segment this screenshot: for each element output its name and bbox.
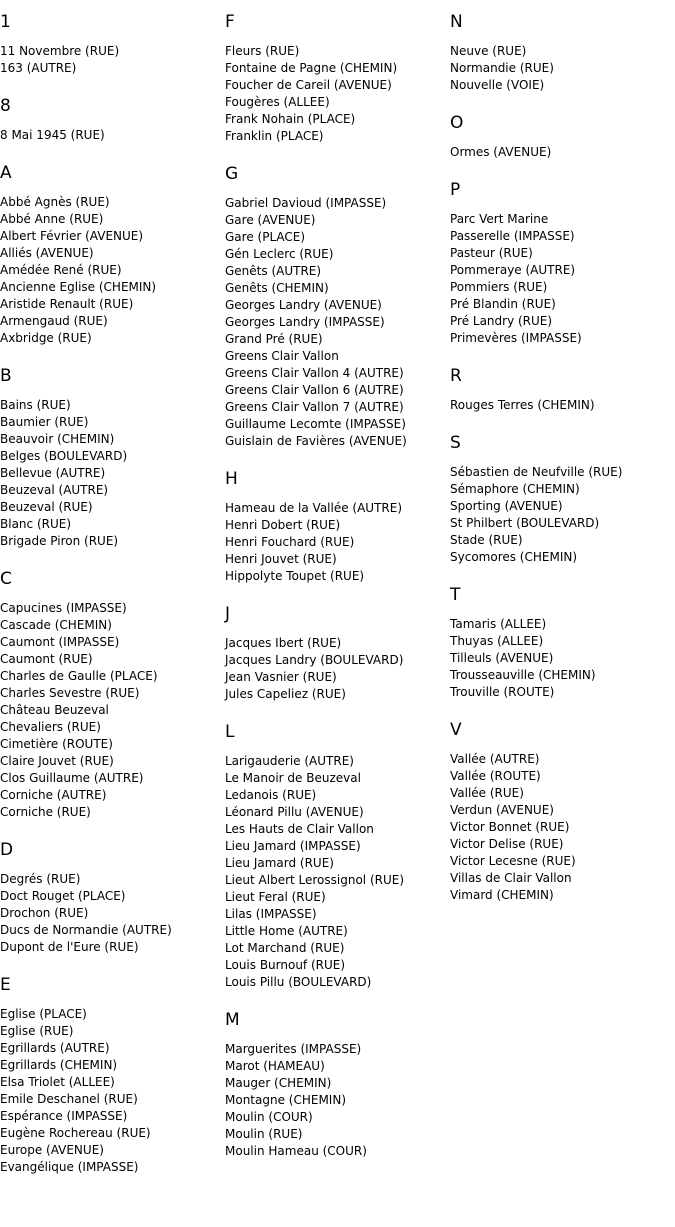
- street-name: Brigade Piron (RUE): [0, 534, 119, 548]
- street-name: Franklin (PLACE): [225, 129, 324, 143]
- letter-section: [225, 164, 450, 450]
- street-name: Moulin (COUR): [225, 1110, 313, 1124]
- street-name: Parc Vert Marine: [450, 212, 549, 226]
- street-name: Primevères (IMPASSE): [450, 331, 582, 345]
- street-name: Baumier (RUE): [0, 415, 89, 429]
- street-name: Capucines (IMPASSE): [0, 601, 127, 615]
- street-name: Henri Fouchard (RUE): [225, 535, 355, 549]
- street-list: [225, 195, 450, 450]
- street-name: Egrillards (AUTRE): [0, 1041, 110, 1055]
- street-name: Degrés (RUE): [0, 872, 81, 886]
- street-name: Rouges Terres (CHEMIN): [450, 398, 595, 412]
- street-name: Beuzeval (AUTRE): [0, 483, 109, 497]
- letter-section: [0, 12, 225, 77]
- street-name: Aristide Renault (RUE): [0, 297, 134, 311]
- street-name: Grand Pré (RUE): [225, 332, 323, 346]
- street-name: Gén Leclerc (RUE): [225, 247, 334, 261]
- street-name: Sycomores (CHEMIN): [450, 550, 578, 564]
- street-list: [0, 194, 225, 347]
- letter-section: [0, 569, 225, 821]
- street-name: Hameau de la Vallée (AUTRE): [225, 501, 403, 515]
- street-name: Greens Clair Vallon: [225, 349, 339, 363]
- street-list: [225, 753, 450, 991]
- street-name: Larigauderie (AUTRE): [225, 754, 354, 768]
- index-column-3: [450, 0, 675, 923]
- street-name: Verdun (AVENUE): [450, 803, 554, 817]
- street-name: Château Beuzeval: [0, 703, 109, 717]
- street-list: [0, 600, 225, 821]
- street-name: Espérance (IMPASSE): [0, 1109, 128, 1123]
- street-name: Marot (HAMEAU): [225, 1059, 325, 1073]
- street-name: Charles de Gaulle (PLACE): [0, 669, 158, 683]
- street-name: Eglise (RUE): [0, 1024, 74, 1038]
- street-name: Fleurs (RUE): [225, 44, 300, 58]
- street-name: Greens Clair Vallon 4 (AUTRE): [225, 366, 404, 380]
- letter-section: [450, 720, 675, 904]
- street-name: Louis Pillu (BOULEVARD): [225, 975, 372, 989]
- street-list: [0, 127, 225, 144]
- street-name: Georges Landry (IMPASSE): [225, 315, 385, 329]
- street-name: Louis Burnouf (RUE): [225, 958, 346, 972]
- street-name: Gabriel Davioud (IMPASSE): [225, 196, 387, 210]
- street-name: Little Home (AUTRE): [225, 924, 348, 938]
- street-name: Genêts (CHEMIN): [225, 281, 329, 295]
- street-name: Georges Landry (AVENUE): [225, 298, 382, 312]
- street-name: Jean Vasnier (RUE): [225, 670, 337, 684]
- street-name: Ledanois (RUE): [225, 788, 317, 802]
- street-name: Sébastien de Neufville (RUE): [450, 465, 623, 479]
- street-name: Sémaphore (CHEMIN): [450, 482, 580, 496]
- street-list: [0, 397, 225, 550]
- street-name: Nouvelle (VOIE): [450, 78, 545, 92]
- street-name: Neuve (RUE): [450, 44, 527, 58]
- section-letter-heading: C: [0, 569, 12, 589]
- street-name: Montagne (CHEMIN): [225, 1093, 346, 1107]
- street-name: Fougères (ALLEE): [225, 95, 330, 109]
- section-letter-heading: F: [225, 12, 235, 32]
- street-name: Caumont (RUE): [0, 652, 93, 666]
- street-name: Corniche (RUE): [0, 805, 91, 819]
- section-letter-heading: L: [225, 722, 235, 742]
- street-name: Jules Capeliez (RUE): [225, 687, 346, 701]
- street-name: Léonard Pillu (AVENUE): [225, 805, 364, 819]
- section-letter-heading: D: [0, 840, 14, 860]
- street-name: Doct Rouget (PLACE): [0, 889, 126, 903]
- street-name: Frank Nohain (PLACE): [225, 112, 356, 126]
- street-name: Les Hauts de Clair Vallon: [225, 822, 374, 836]
- street-name: Sporting (AVENUE): [450, 499, 563, 513]
- street-name: Genêts (AUTRE): [225, 264, 322, 278]
- street-list: [450, 751, 675, 904]
- letter-section: [450, 113, 675, 161]
- street-name: Victor Lecesne (RUE): [450, 854, 576, 868]
- section-letter-heading: R: [450, 366, 462, 386]
- street-name: Clos Guillaume (AUTRE): [0, 771, 144, 785]
- section-letter-heading: B: [0, 366, 12, 386]
- street-name: Tilleuls (AVENUE): [450, 651, 554, 665]
- street-name: Jacques Landry (BOULEVARD): [225, 653, 404, 667]
- street-list: [225, 43, 450, 145]
- street-name: Abbé Anne (RUE): [0, 212, 104, 226]
- street-name: Europe (AVENUE): [0, 1143, 104, 1157]
- street-name: Evangélique (IMPASSE): [0, 1160, 139, 1174]
- letter-section: [450, 433, 675, 566]
- street-name: Victor Bonnet (RUE): [450, 820, 570, 834]
- section-letter-heading: 8: [0, 96, 11, 116]
- section-letter-heading: H: [225, 469, 238, 489]
- letter-section: [0, 163, 225, 347]
- street-name: Albert Février (AVENUE): [0, 229, 144, 243]
- street-name: Normandie (RUE): [450, 61, 554, 75]
- section-letter-heading: A: [0, 163, 12, 183]
- street-name: Moulin Hameau (COUR): [225, 1144, 367, 1158]
- street-list: [450, 43, 675, 94]
- index-column-1: [0, 0, 225, 1195]
- street-name: Mauger (CHEMIN): [225, 1076, 332, 1090]
- street-list: [450, 464, 675, 566]
- section-letter-heading: S: [450, 433, 461, 453]
- street-name: Lieut Albert Lerossignol (RUE): [225, 873, 405, 887]
- street-name: Ormes (AVENUE): [450, 145, 552, 159]
- street-name: Belges (BOULEVARD): [0, 449, 128, 463]
- street-name: Greens Clair Vallon 7 (AUTRE): [225, 400, 404, 414]
- street-name: Tamaris (ALLEE): [450, 617, 547, 631]
- street-name: Trouville (ROUTE): [450, 685, 555, 699]
- street-name: Elsa Triolet (ALLEE): [0, 1075, 115, 1089]
- street-name: Lieut Feral (RUE): [225, 890, 326, 904]
- street-name: Stade (RUE): [450, 533, 523, 547]
- section-letter-heading: J: [225, 604, 231, 624]
- street-name: Pommeraye (AUTRE): [450, 263, 576, 277]
- street-name: 163 (AUTRE): [0, 61, 77, 75]
- street-name: Claire Jouvet (RUE): [0, 754, 114, 768]
- letter-section: [0, 366, 225, 550]
- street-name: Drochon (RUE): [0, 906, 89, 920]
- street-name: Greens Clair Vallon 6 (AUTRE): [225, 383, 404, 397]
- street-name: Bellevue (AUTRE): [0, 466, 106, 480]
- street-name: Beauvoir (CHEMIN): [0, 432, 115, 446]
- street-name: Cascade (CHEMIN): [0, 618, 112, 632]
- street-name: Lieu Jamard (RUE): [225, 856, 334, 870]
- street-name: Bains (RUE): [0, 398, 71, 412]
- street-name: Emile Deschanel (RUE): [0, 1092, 138, 1106]
- letter-section: [225, 1010, 450, 1160]
- street-name: Vallée (RUE): [450, 786, 524, 800]
- letter-section: [225, 604, 450, 703]
- street-name: Pasteur (RUE): [450, 246, 533, 260]
- street-name: Amédée René (RUE): [0, 263, 122, 277]
- street-name: Lilas (IMPASSE): [225, 907, 317, 921]
- street-name: Eugène Rochereau (RUE): [0, 1126, 151, 1140]
- street-name: Beuzeval (RUE): [0, 500, 93, 514]
- street-name: Hippolyte Toupet (RUE): [225, 569, 365, 583]
- section-letter-heading: E: [0, 975, 11, 995]
- street-name: Blanc (RUE): [0, 517, 72, 531]
- street-name: 11 Novembre (RUE): [0, 44, 120, 58]
- street-name: Alliés (AVENUE): [0, 246, 94, 260]
- letter-section: [225, 722, 450, 991]
- letter-section: [225, 12, 450, 145]
- letter-section: [0, 840, 225, 956]
- street-list: [0, 871, 225, 956]
- street-name: Lieu Jamard (IMPASSE): [225, 839, 361, 853]
- street-name: Abbé Agnès (RUE): [0, 195, 110, 209]
- street-name: Vallée (ROUTE): [450, 769, 541, 783]
- street-list: [225, 1041, 450, 1160]
- letter-section: [0, 975, 225, 1176]
- street-name: Henri Jouvet (RUE): [225, 552, 337, 566]
- street-list: [450, 144, 675, 161]
- section-letter-heading: N: [450, 12, 463, 32]
- street-name: Armengaud (RUE): [0, 314, 108, 328]
- street-name: Pommiers (RUE): [450, 280, 548, 294]
- street-name: Villas de Clair Vallon: [450, 871, 572, 885]
- street-name: Marguerites (IMPASSE): [225, 1042, 362, 1056]
- street-name: Passerelle (IMPASSE): [450, 229, 575, 243]
- street-name: Cimetière (ROUTE): [0, 737, 113, 751]
- street-name: Egrillards (CHEMIN): [0, 1058, 118, 1072]
- street-name: Victor Delise (RUE): [450, 837, 564, 851]
- street-name: Thuyas (ALLEE): [450, 634, 544, 648]
- street-name: 8 Mai 1945 (RUE): [0, 128, 105, 142]
- section-letter-heading: T: [450, 585, 461, 605]
- street-name: Corniche (AUTRE): [0, 788, 107, 802]
- street-list: [0, 43, 225, 77]
- street-name: Eglise (PLACE): [0, 1007, 87, 1021]
- letter-section: [450, 180, 675, 347]
- street-name: Foucher de Careil (AVENUE): [225, 78, 392, 92]
- street-name: Pré Landry (RUE): [450, 314, 553, 328]
- street-name: Lot Marchand (RUE): [225, 941, 345, 955]
- street-name: St Philbert (BOULEVARD): [450, 516, 600, 530]
- street-name: Jacques Ibert (RUE): [225, 636, 342, 650]
- letter-section: [450, 366, 675, 414]
- street-name: Pré Blandin (RUE): [450, 297, 556, 311]
- street-list: [450, 616, 675, 701]
- street-name: Gare (PLACE): [225, 230, 306, 244]
- street-name: Vimard (CHEMIN): [450, 888, 554, 902]
- section-letter-heading: M: [225, 1010, 240, 1030]
- street-name: Dupont de l'Eure (RUE): [0, 940, 139, 954]
- letter-section: [450, 585, 675, 701]
- section-letter-heading: O: [450, 113, 464, 133]
- street-name: Le Manoir de Beuzeval: [225, 771, 361, 785]
- street-name: Henri Dobert (RUE): [225, 518, 341, 532]
- street-list: [450, 211, 675, 347]
- index-column-2: [225, 0, 450, 1179]
- street-name: Chevaliers (RUE): [0, 720, 101, 734]
- street-list: [0, 1006, 225, 1176]
- letter-section: [0, 96, 225, 144]
- section-letter-heading: V: [450, 720, 462, 740]
- letter-section: [225, 469, 450, 585]
- letter-section: [450, 12, 675, 94]
- street-name: Vallée (AUTRE): [450, 752, 540, 766]
- street-name: Charles Sevestre (RUE): [0, 686, 140, 700]
- street-name: Ancienne Eglise (CHEMIN): [0, 280, 157, 294]
- street-list: [225, 635, 450, 703]
- section-letter-heading: P: [450, 180, 461, 200]
- street-name: Ducs de Normandie (AUTRE): [0, 923, 172, 937]
- street-list: [450, 397, 675, 414]
- street-name: Trousseauville (CHEMIN): [450, 668, 596, 682]
- street-name: Axbridge (RUE): [0, 331, 92, 345]
- street-name: Guillaume Lecomte (IMPASSE): [225, 417, 406, 431]
- street-name: Fontaine de Pagne (CHEMIN): [225, 61, 398, 75]
- street-name: Caumont (IMPASSE): [0, 635, 120, 649]
- street-name: Guislain de Favières (AVENUE): [225, 434, 407, 448]
- section-letter-heading: 1: [0, 12, 11, 32]
- street-name: Gare (AVENUE): [225, 213, 316, 227]
- street-list: [225, 500, 450, 585]
- street-name: Moulin (RUE): [225, 1127, 303, 1141]
- section-letter-heading: G: [225, 164, 239, 184]
